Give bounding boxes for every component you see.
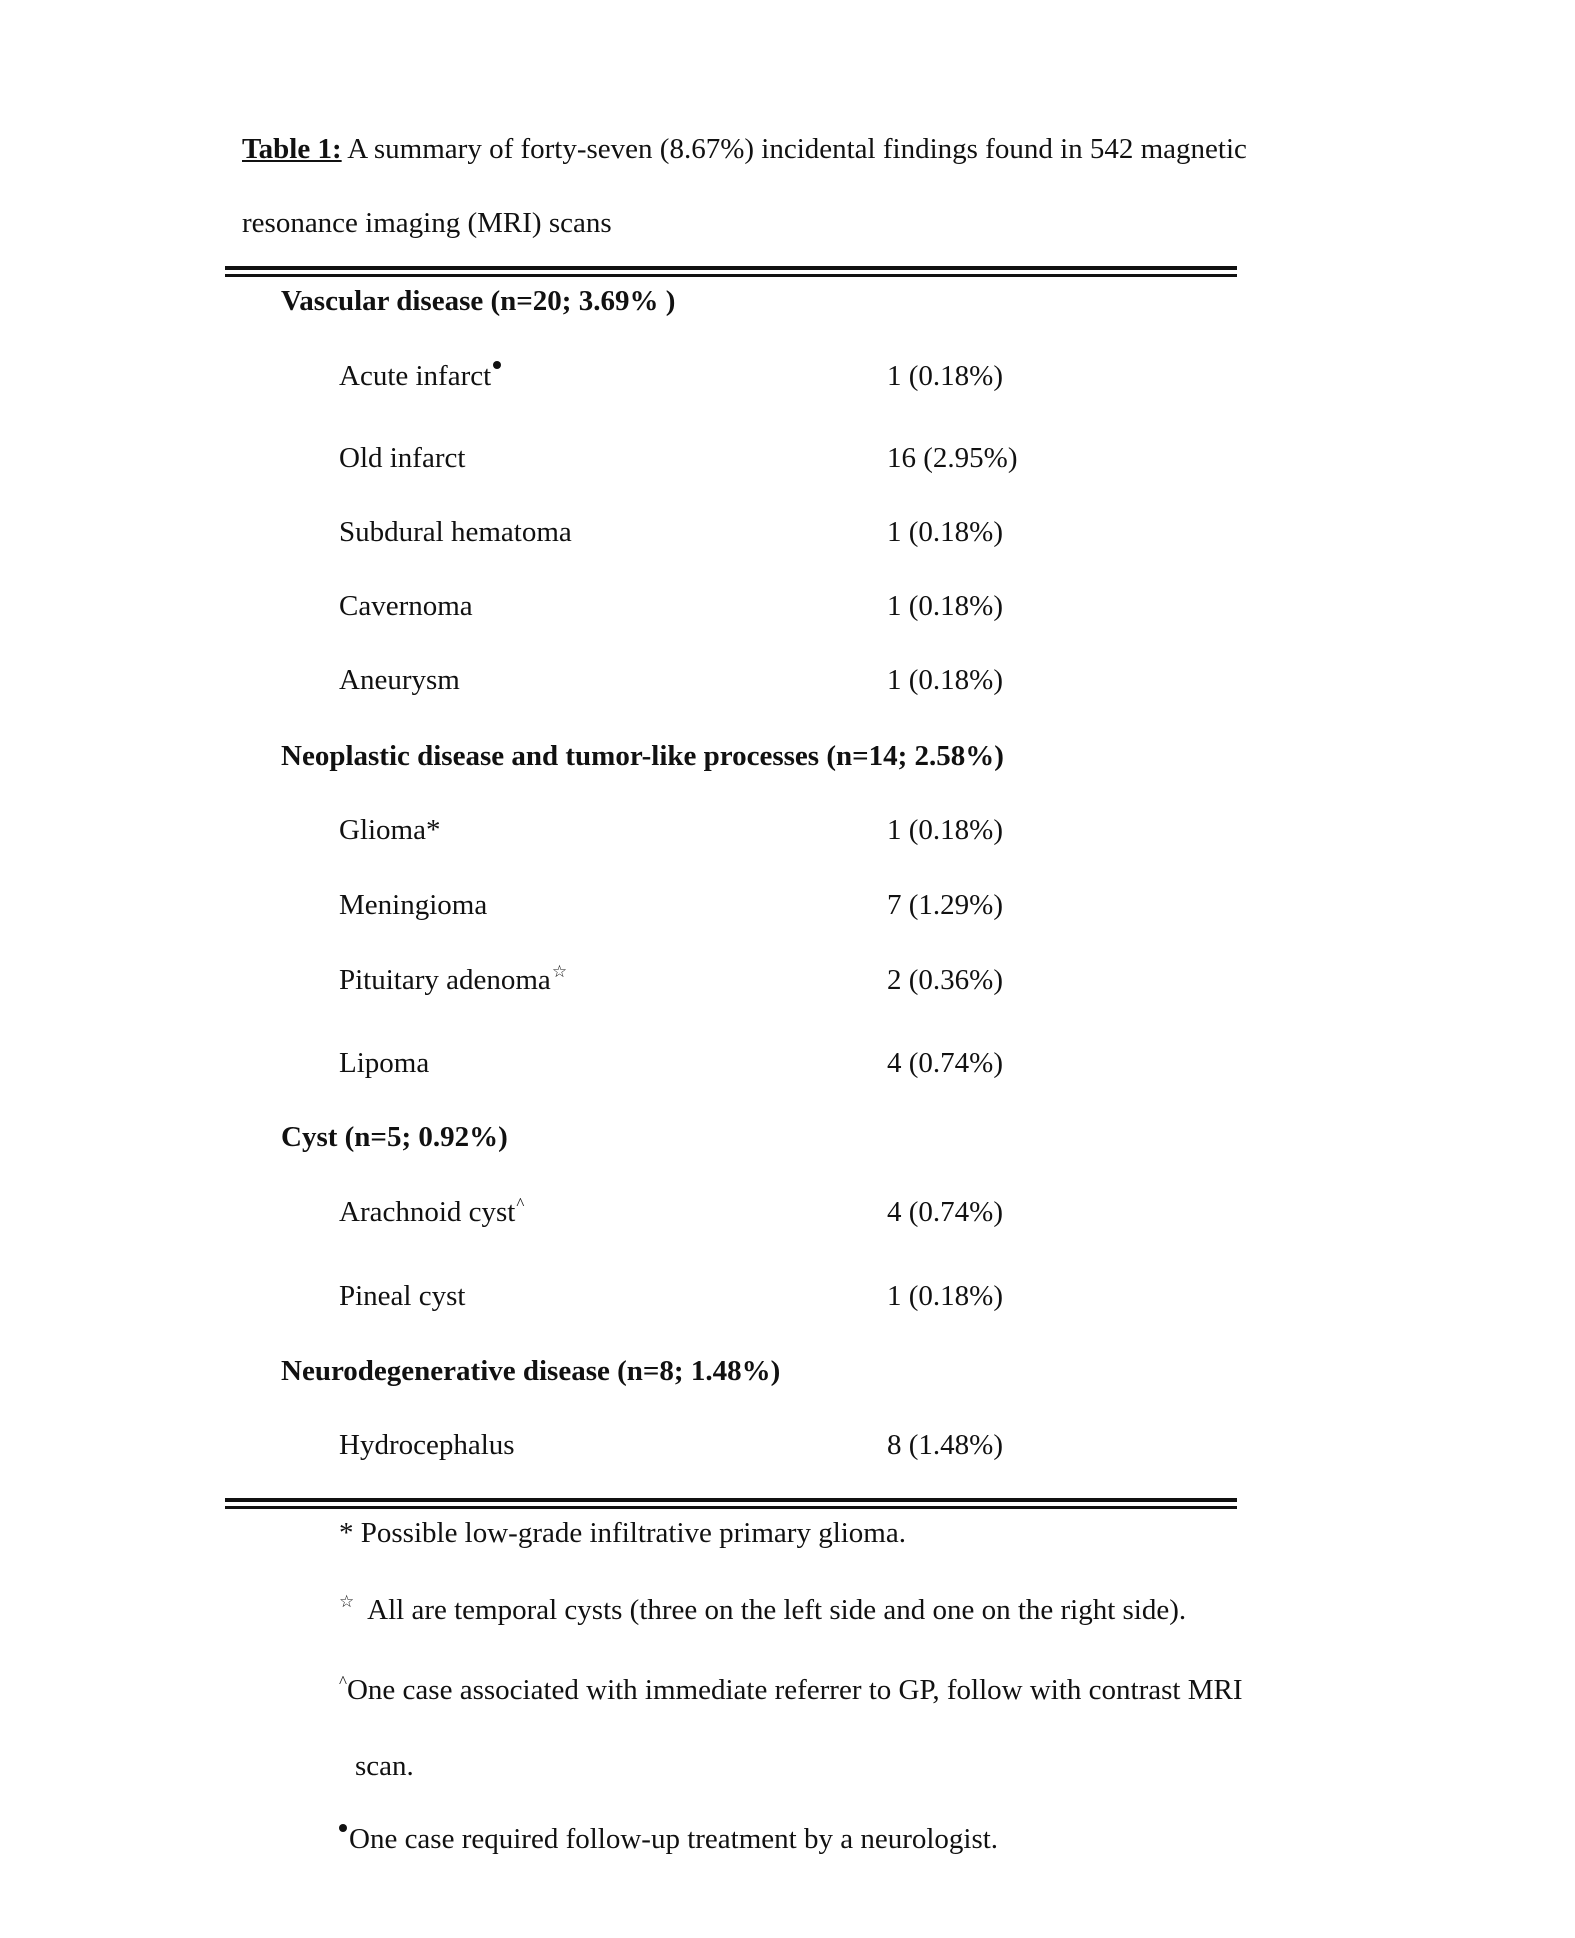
finding-name: Aneurysm <box>339 664 460 696</box>
finding-count: 4 (0.74%) <box>887 1196 1003 1228</box>
table-row <box>0 1429 1575 1469</box>
footnote-caret <box>339 1674 1379 1707</box>
footnote-glioma: * Possible low-grade infiltrative primary glioma. <box>339 1517 906 1549</box>
finding-name <box>339 360 501 393</box>
caret-marker-icon: ^ <box>516 1194 525 1213</box>
finding-count: 1 (0.18%) <box>887 360 1003 392</box>
section-header-row <box>0 740 1575 780</box>
finding-count: 16 (2.95%) <box>887 442 1018 474</box>
finding-name: Lipoma <box>339 1047 430 1079</box>
dot-marker-icon <box>339 1824 347 1832</box>
finding-count: 1 (0.18%) <box>887 516 1003 548</box>
finding-name: Meningioma <box>339 889 488 921</box>
table-row <box>0 1280 1575 1320</box>
finding-name: Hydrocephalus <box>339 1429 515 1461</box>
finding-label: Acute infarct <box>339 360 492 392</box>
finding-count: 1 (0.18%) <box>887 590 1003 622</box>
table-row <box>0 442 1575 482</box>
table-row <box>0 1047 1575 1087</box>
caret-marker-icon: ^ <box>339 1672 347 1691</box>
section-header-row <box>0 285 1575 325</box>
finding-label: Arachnoid cyst <box>339 1196 516 1228</box>
section-title-neoplastic: Neoplastic disease and tumor-like processes (n=14; 2.58%) <box>281 740 1004 772</box>
table-row <box>0 590 1575 630</box>
footnote-caret-continued: scan. <box>355 1750 414 1782</box>
finding-name: Old infarct <box>339 442 466 474</box>
finding-name: Cavernoma <box>339 590 473 622</box>
finding-count: 1 (0.18%) <box>887 664 1003 696</box>
table-top-rule <box>225 266 1237 277</box>
footnote-star <box>339 1594 1379 1627</box>
star-marker-icon: ☆ <box>551 962 568 981</box>
table-label: Table 1: <box>242 133 342 165</box>
footnote-star-text: All are temporal cysts (three on the left side and one on the right side). <box>354 1594 1187 1626</box>
caption-text: A summary of forty-seven (8.67%) incidental findings found in 542 magnetic <box>341 133 1247 165</box>
section-header-row <box>0 1121 1575 1161</box>
finding-count: 1 (0.18%) <box>887 814 1003 846</box>
table-row <box>0 889 1575 929</box>
footnote-dot-text: One case required follow-up treatment by a neurologist. <box>349 1823 999 1855</box>
caption-line-2: resonance imaging (MRI) scans <box>242 207 612 239</box>
finding-count: 8 (1.48%) <box>887 1429 1003 1461</box>
section-title-cyst: Cyst (n=5; 0.92%) <box>281 1121 508 1153</box>
dot-marker-icon <box>493 361 501 369</box>
table-row <box>0 1196 1575 1236</box>
section-title-neurodegenerative: Neurodegenerative disease (n=8; 1.48%) <box>281 1355 781 1387</box>
table-row <box>0 664 1575 704</box>
section-title-vascular: Vascular disease (n=20; 3.69% ) <box>281 285 676 317</box>
table-row <box>0 516 1575 556</box>
finding-count: 2 (0.36%) <box>887 964 1003 996</box>
finding-name: Subdural hematoma <box>339 516 572 548</box>
table-bottom-rule <box>225 1498 1237 1509</box>
finding-name: Pineal cyst <box>339 1280 466 1312</box>
finding-count: 4 (0.74%) <box>887 1047 1003 1079</box>
table-caption <box>242 112 1392 260</box>
finding-name: Glioma* <box>339 814 441 846</box>
finding-count: 1 (0.18%) <box>887 1280 1003 1312</box>
footnote-dot <box>339 1823 1379 1856</box>
finding-name <box>339 964 567 997</box>
footnote-caret-text: One case associated with immediate referrer to GP, follow with contrast MRI <box>346 1674 1243 1706</box>
table-row <box>0 964 1575 1004</box>
star-marker-icon: ☆ <box>339 1592 355 1611</box>
finding-label: Pituitary adenoma <box>339 964 551 996</box>
section-header-row <box>0 1355 1575 1395</box>
finding-count: 7 (1.29%) <box>887 889 1003 921</box>
caption-line-1 <box>242 112 1392 186</box>
table-row <box>0 360 1575 400</box>
finding-name <box>339 1196 524 1229</box>
table-row <box>0 814 1575 854</box>
